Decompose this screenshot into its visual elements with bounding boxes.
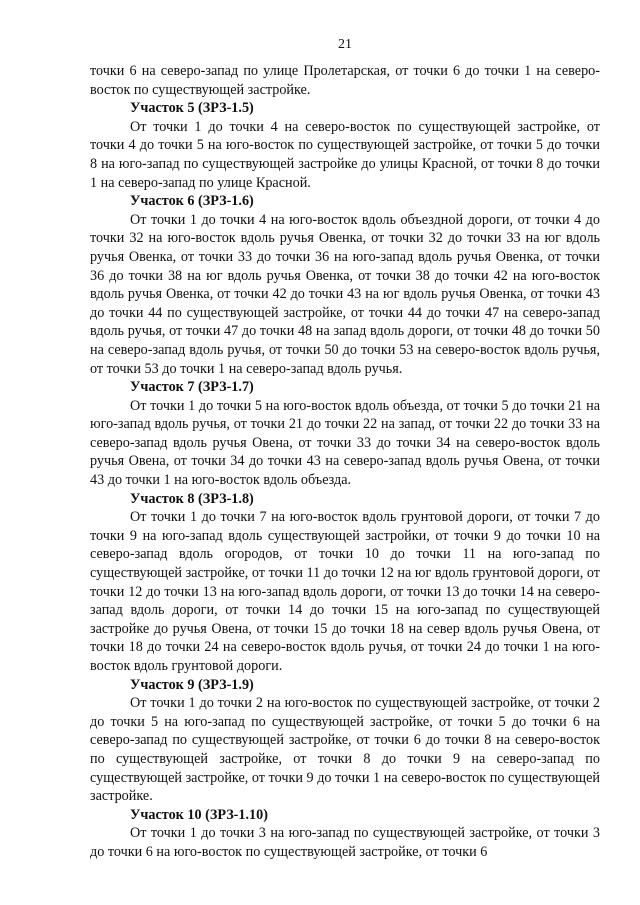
document-body: [90, 62, 600, 862]
section-heading-plot-7: Участок 7 (ЗРЗ-1.7): [130, 379, 254, 396]
section-heading-plot-8: Участок 8 (ЗРЗ-1.8): [130, 490, 254, 507]
section-heading-plot-9: Участок 9 (ЗРЗ-1.9): [130, 676, 254, 693]
paragraph-plot-9: От точки 1 до точки 2 на юго-восток по существующей застройке, от точки 2 до точки 5 на юго-запад по существующей застройке, от точки 5 до точки 6 на северо-запад по существующей застройке, от точки 6 до точки 8 на северо-восток по существующей застройке, от точки 8 до точки 9 на северо-запад по существующей застройке, от точки 9 до точки 1 на северо-восток по существующей застройке.: [90, 695, 600, 805]
section-heading-plot-5: Участок 5 (ЗРЗ-1.5): [130, 100, 254, 117]
paragraph-plot-5: От точки 1 до точки 4 на северо-восток по существующей застройке, от точки 4 до точки 5 на юго-восток по существующей застройке, от точки 5 до точки 8 на юго-запад по существующей застройке до улицы Красной, от точки 8 до точки 1 на северо-запад по улице Красной.: [90, 118, 600, 191]
section-heading-plot-6: Участок 6 (ЗРЗ-1.6): [130, 193, 254, 210]
paragraph-plot-10: От точки 1 до точки 3 на юго-запад по существующей застройке, от точки 3 до точки 6 на юго-восток по существующей застройке, от точки 6: [90, 825, 600, 860]
paragraph-plot-7: От точки 1 до точки 5 на юго-восток вдоль объезда, от точки 5 до точки 21 на юго-запад вдоль ручья, от точки 21 до точки 22 на запад, от точки 22 до точки 33 на северо-запад вдоль ручья Овена, от точки 33 до точки 34 на северо-восток вдоль ручья Овена, от точки 34 до точки 43 на северо-запад вдоль ручья Овена, от точки 43 до точки 1 на юго-восток вдоль объезда.: [90, 397, 600, 489]
paragraph-continuation: точки 6 на северо-запад по улице Пролетарская, от точки 6 до точки 1 на северо-восток по существующей застройке.: [90, 63, 600, 98]
page-number: 21: [338, 37, 352, 52]
section-heading-plot-10: Участок 10 (ЗРЗ-1.10): [130, 806, 268, 823]
paragraph-plot-8: От точки 1 до точки 7 на юго-восток вдоль грунтовой дороги, от точки 7 до точки 9 на юго-запад вдоль существующей застройки, от точки 9 до точки 10 на северо-запад вдоль огородов, от точки 10 до точки 11 на юго-запад по существующей застройке, от точки 11 до точки 12 на юг вдоль грунтовой дороги, от точки 12 до точки 13 на юго-запад вдоль дороги, от точки 13 до точки 14 на северо-запад вдоль дороги, от точки 14 до точки 15 на юго-запад по существующей застройке до ручья Овена, от точки 15 до точки 18 на север вдоль ручья Овена, от точки 18 до точки 24 на северо-восток вдоль ручья, от точки 24 до точки 1 на юго-восток вдоль грунтовой дороги.: [90, 509, 600, 674]
paragraph-plot-6: От точки 1 до точки 4 на юго-восток вдоль объездной дороги, от точки 4 до точки 32 на юго-восток вдоль ручья Овенка, от точки 32 до точки 33 на юг вдоль ручья Овенка, от точки 33 до точки 36 на юго-запад вдоль ручья Овенка, от точки 36 до точки 38 на юг вдоль ручья Овенка, от точки 38 до точки 42 на юго-восток вдоль ручья Овенка, от точки 42 до точки 43 на юг вдоль ручья Овенка, от точки 43 до точки 44 по существующей застройке, от точки 44 до точки 47 на северо-запад вдоль ручья, от точки 47 до точки 48 на запад вдоль дороги, от точки 48 до точки 50 на северо-запад вдоль ручья, от точки 50 до точки 53 на северо-восток вдоль ручья, от точки 53 до точки 1 на северо-запад вдоль ручья.: [90, 211, 600, 377]
